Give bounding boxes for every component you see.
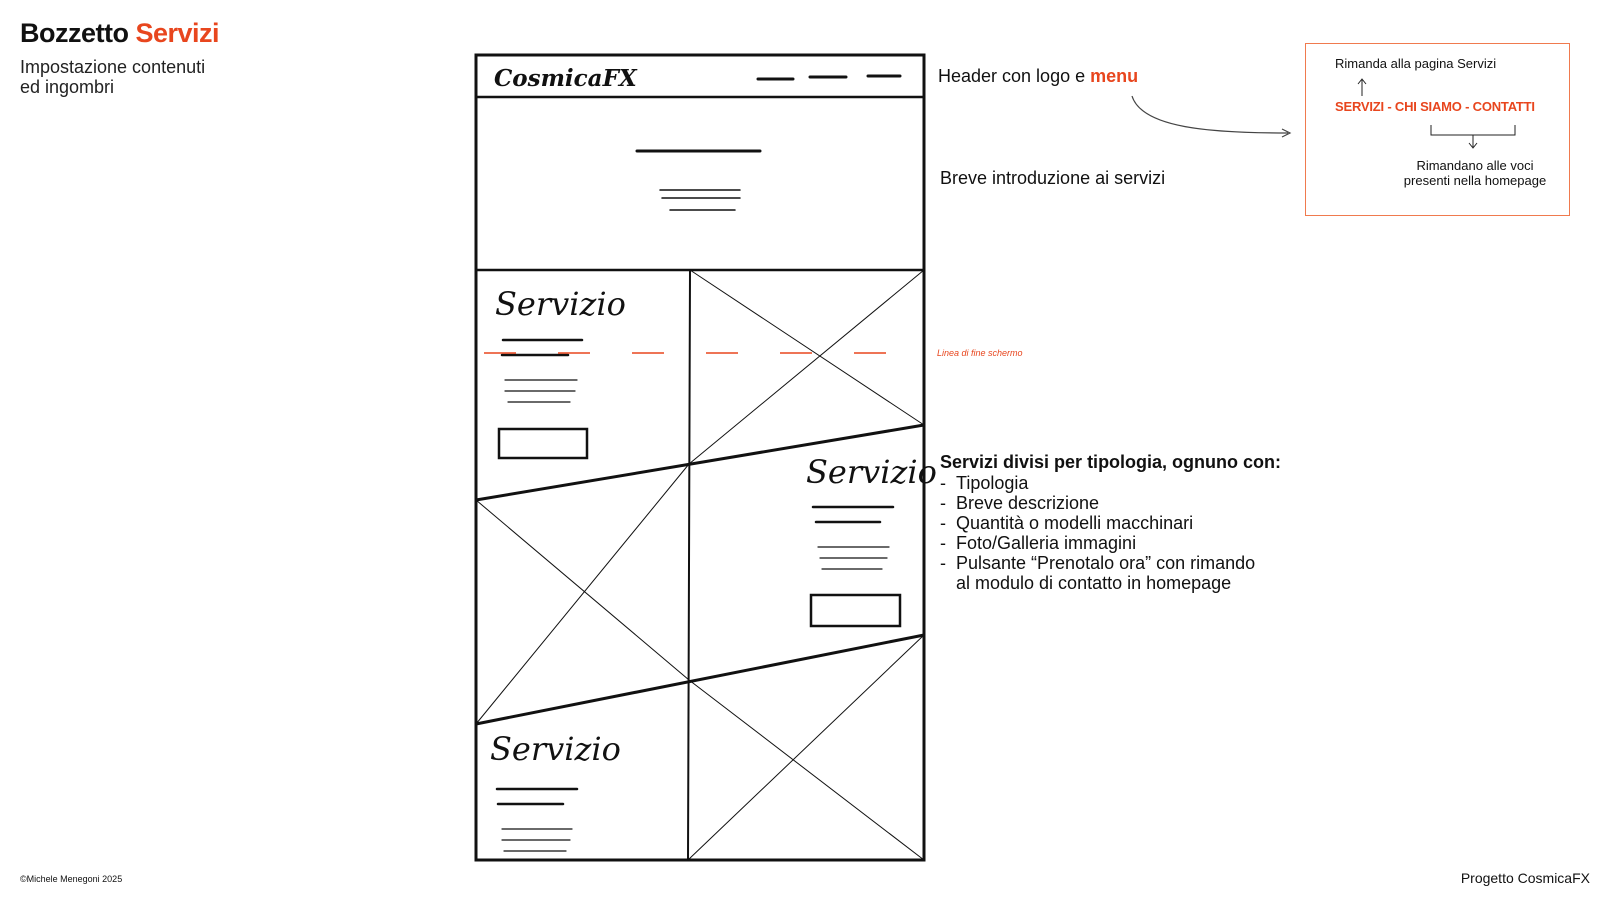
header-annotation xyxy=(938,66,1138,87)
image-placeholder-3-diagonal-a xyxy=(689,680,924,860)
services-list-item xyxy=(940,533,1281,553)
service-1-label: Servizio xyxy=(495,285,626,323)
services-annotation xyxy=(940,452,1281,593)
footer-project: Progetto CosmicaFX xyxy=(1460,870,1590,886)
page-title-main: Bozzetto xyxy=(20,18,129,48)
header-annotation-accent: menu xyxy=(1090,66,1139,86)
services-list-item xyxy=(940,473,1281,493)
image-placeholder-1-diagonal-a xyxy=(690,270,924,425)
menu-annotation-arrow xyxy=(1132,96,1288,133)
menu-box-top-note: Rimanda alla pagina Servizi xyxy=(1335,56,1497,71)
screen-end-label: Linea di fine schermo xyxy=(937,348,1023,358)
intro-annotation: Breve introduzione ai servizi xyxy=(940,168,1166,188)
services-list-item-text: - Tipologia xyxy=(956,473,1029,493)
service-2-button xyxy=(811,595,900,626)
image-placeholder-2-diagonal-a xyxy=(476,500,689,680)
services-list-item xyxy=(940,553,1281,593)
services-list-item-text: - Foto/Galleria immagini xyxy=(956,533,1137,553)
subtitle-line-2: ed ingombri xyxy=(20,77,115,97)
image-placeholder-2-diagonal-b xyxy=(476,464,689,724)
page-title-accent: Servizi xyxy=(135,18,220,48)
menu-box-bottom-note: Rimandano alle voci presenti nella homepage xyxy=(1403,158,1547,188)
service-1-button xyxy=(499,429,587,458)
image-placeholder-3-diagonal-b xyxy=(688,635,924,860)
services-list-item-text: - Quantità o modelli macchinari xyxy=(956,513,1194,533)
header-annotation-text: Header con logo e xyxy=(938,66,1086,86)
service-3-label: Servizio xyxy=(490,730,621,768)
image-placeholder-1-diagonal-b xyxy=(689,270,924,464)
footer-copyright: ©Michele Menegoni 2025 xyxy=(20,874,123,884)
menu-box-items: SERVIZI - CHI SIAMO - CONTATTI xyxy=(1335,99,1535,114)
services-list-item-text: - Pulsante “Prenotalo ora” con rimando xyxy=(956,553,1256,573)
wireframe-logo: CosmicaFX xyxy=(494,65,637,92)
subtitle-line-1: Impostazione contenuti xyxy=(20,57,206,77)
services-list-item xyxy=(940,493,1281,513)
services-list-item-text-continued: al modulo di contatto in homepage xyxy=(956,573,1232,593)
services-annotation-list xyxy=(940,473,1281,593)
slanted-separator-2 xyxy=(476,635,924,724)
services-list-item xyxy=(940,513,1281,533)
service-2-label: Servizio xyxy=(806,453,937,491)
services-list-item-text: - Breve descrizione xyxy=(956,493,1100,513)
services-annotation-title: Servizi divisi per tipologia, ognuno con: xyxy=(940,452,1282,472)
column-divider xyxy=(688,270,690,860)
